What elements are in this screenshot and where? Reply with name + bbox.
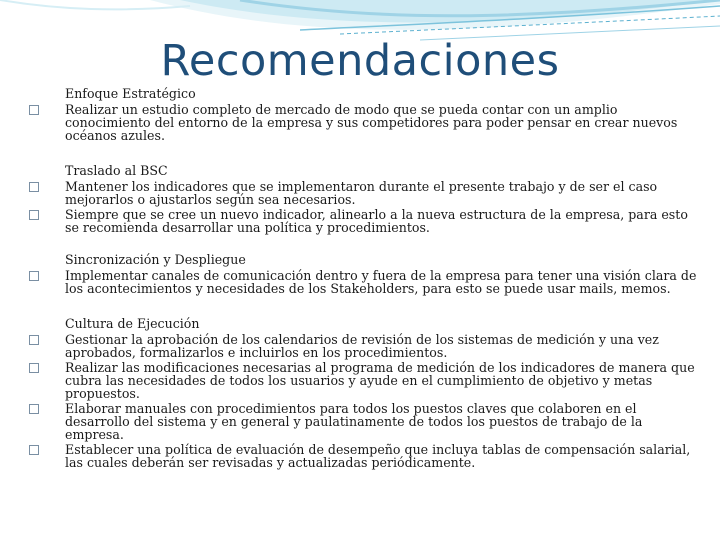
slide-title: Recomendaciones [160, 36, 560, 86]
section-heading: Enfoque Estratégico [65, 86, 196, 101]
list-item [12, 361, 702, 400]
list-item [12, 333, 702, 359]
slide-content [12, 86, 702, 490]
list-item-text: Establecer una política de evaluación de desempeño que incluya tablas de compensación salarial, las cuales deberán ser revisadas y actualizadas periódicamente. [65, 442, 691, 470]
square-bullet-icon [29, 210, 39, 220]
square-bullet-icon [29, 271, 39, 281]
section-sincronizacion-despliegue [12, 252, 702, 295]
list-item-text: Gestionar la aprobación de los calendarios de revisión de los sistemas de medición y una vez aprobados, formalizarlos e incluirlos en los procedimientos. [65, 332, 659, 360]
section-heading: Traslado al BSC [65, 163, 168, 178]
section-heading: Sincronización y Despliegue [65, 252, 246, 267]
list-item [12, 180, 702, 206]
list-item-text: Realizar las modificaciones necesarias al programa de medición de los indicadores de manera que cubra las necesidades de todos los usuarios y ayude en el cumplimiento de objetivo y metas propuestos. [65, 360, 695, 401]
list-item [12, 443, 702, 469]
section-heading: Cultura de Ejecución [65, 316, 200, 331]
section-traslado-bsc [12, 163, 702, 234]
section-enfoque-estrategico [12, 86, 702, 142]
square-bullet-icon [29, 182, 39, 192]
list-item [12, 208, 702, 234]
list-item-text: Elaborar manuales con procedimientos para todos los puestos claves que colaboren en el desarrollo del sistema y en general y paulatinamente de todos los puestos de trabajo de la empresa. [65, 401, 643, 442]
list-item [12, 103, 702, 142]
list-item-text: Siempre que se cree un nuevo indicador, alinearlo a la nueva estructura de la empresa, para esto se recomienda desarrollar una política y procedimientos. [65, 207, 688, 235]
list-item-text: Implementar canales de comunicación dentro y fuera de la empresa para tener una visión clara de los acontecimientos y necesidades de los Stakeholders, para esto se puede usar mails, memos. [65, 268, 697, 296]
list-item [12, 402, 702, 441]
list-item-text: Realizar un estudio completo de mercado de modo que se pueda contar con un amplio conocimiento del entorno de la empresa y sus competidores para poder pensar en crear nuevos océanos azules. [65, 102, 678, 143]
list-item-text: Mantener los indicadores que se implementaron durante el presente trabajo y de ser el caso mejorarlos o ajustarlos según sea necesarios. [65, 179, 658, 207]
square-bullet-icon [29, 404, 39, 414]
square-bullet-icon [29, 105, 39, 115]
section-cultura-ejecucion [12, 316, 702, 469]
list-item [12, 269, 702, 295]
square-bullet-icon [29, 335, 39, 345]
square-bullet-icon [29, 363, 39, 373]
square-bullet-icon [29, 445, 39, 455]
